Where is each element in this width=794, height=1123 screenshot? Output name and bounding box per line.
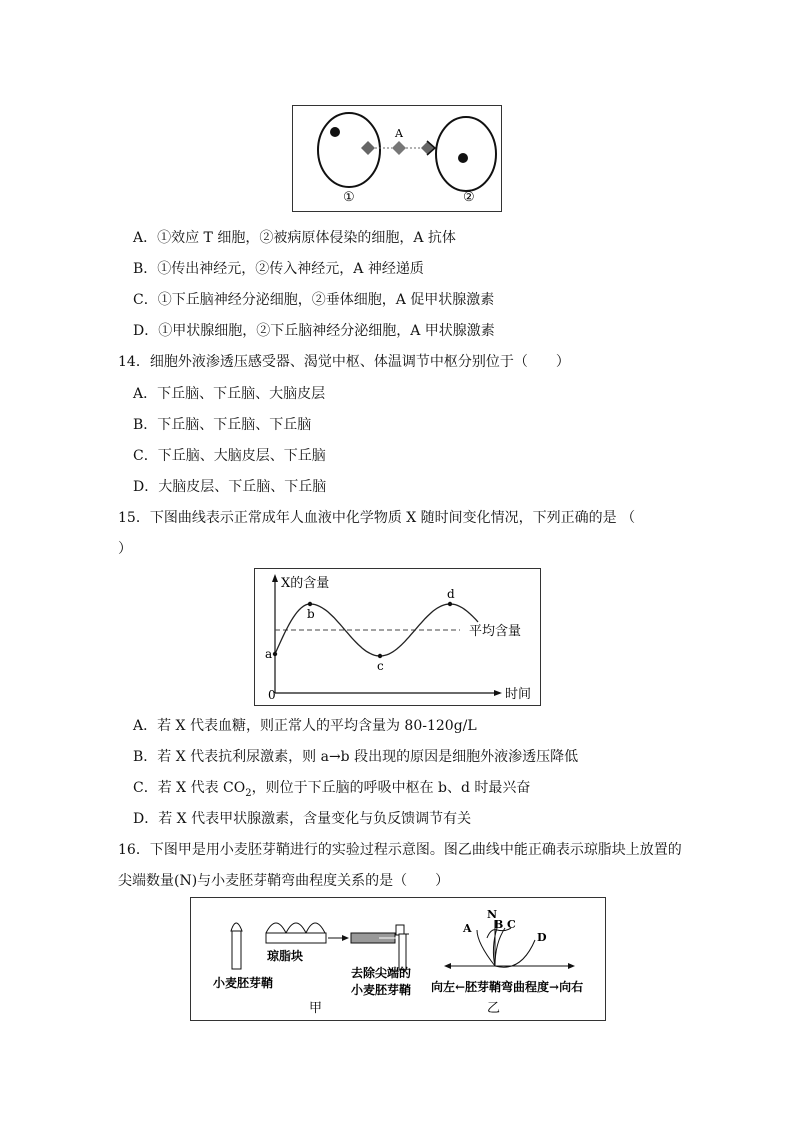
curve-label-c: C (507, 918, 516, 931)
figure-cells (292, 105, 502, 212)
curve-label-b: B (494, 918, 504, 931)
q15-option-c-text: C．若 X 代表 CO (133, 780, 246, 796)
figure-coleoptile (190, 897, 606, 1021)
q15-option-a: A．若 X 代表血糖，则正常人的平均含量为 80-120g/L (133, 718, 477, 734)
q16-stem: 16．下图甲是用小麦胚芽鞘进行的实验过程示意图。图乙曲线中能正确表示琼脂块上放置的 (118, 842, 682, 858)
q14-option-c: C．下丘脑、大脑皮层、下丘脑 (133, 448, 326, 464)
arrow-1-icon (342, 935, 349, 941)
q15-stem-2: ） (118, 541, 132, 557)
jia-label: 甲 (309, 1001, 323, 1016)
curve-a (477, 930, 495, 966)
q13-option-c: C．①下丘脑神经分泌细胞，②垂体细胞，A 促甲状腺激素 (133, 292, 495, 308)
q15-option-d: D．若 X 代表甲状腺激素，含量变化与负反馈调节有关 (133, 811, 472, 827)
q14-stem: 14．细胞外液渗透压感受器、渴觉中枢、体温调节中枢分别位于（ ） (118, 354, 570, 370)
point-label-a: a (265, 647, 273, 661)
curve-label-a: A (463, 922, 472, 935)
curve-label-d: D (537, 931, 547, 944)
yi-label: 乙 (487, 1001, 501, 1016)
point-label-b: b (307, 607, 315, 621)
curve-label-n: N (487, 908, 498, 921)
y-axis-arrow-icon (272, 574, 278, 582)
point-d (448, 602, 452, 606)
origin-label: 0 (268, 688, 276, 702)
curve-d (495, 940, 535, 967)
q15-option-c-rest: ，则位于下丘脑的呼吸中枢在 b、d 时最兴奋 (251, 780, 531, 796)
q13-option-d: D．①甲状腺细胞，②下丘脑神经分泌细胞，A 甲状腺激素 (133, 323, 495, 339)
q15-option-c (133, 779, 530, 803)
seedling-stem (232, 931, 241, 969)
molecule-a-icon (392, 141, 406, 155)
agar-block (266, 933, 326, 943)
q16-stem-2: 尖端数量(N)与小麦胚芽鞘弯曲程度关系的是（ ） (118, 873, 450, 889)
nucleus-1 (330, 127, 340, 137)
x-axis-arrow-icon (494, 690, 502, 696)
q15-option-b: B．若 X 代表抗利尿激素，则 a→b 段出现的原因是细胞外液渗透压降低 (133, 749, 579, 765)
q15-option-c-sub: 2 (245, 787, 252, 799)
cut-seedling (399, 934, 406, 970)
point-b (308, 602, 312, 606)
q13-option-a: A．①效应 T 细胞，②被病原体侵染的细胞，A 抗体 (133, 230, 456, 246)
curve-c (495, 928, 505, 966)
yi-axis-label: 向左←胚芽鞘弯曲程度→向右 (431, 980, 584, 994)
point-c (378, 654, 382, 658)
removed-label-1: 去除尖端的 (351, 966, 412, 980)
y-axis-label: X的含量 (281, 576, 330, 591)
removed-label-2: 小麦胚芽鞘 (351, 983, 412, 997)
point-a (273, 652, 277, 656)
agar-label: 琼脂块 (267, 949, 304, 963)
point-label-c: c (377, 659, 384, 673)
cells-diagram (293, 106, 501, 211)
label-1: ① (343, 190, 355, 205)
average-label: 平均含量 (469, 624, 522, 639)
q14-option-d: D．大脑皮层、下丘脑、下丘脑 (133, 479, 327, 495)
receptor-icon (421, 141, 435, 155)
label-a: A (395, 127, 403, 140)
molecule-icon (361, 141, 375, 155)
tips-icon (266, 923, 325, 933)
q14-option-b: B．下丘脑、下丘脑、下丘脑 (133, 417, 312, 433)
coleoptile-diagram (191, 898, 605, 1020)
point-label-d: d (447, 587, 455, 601)
nucleus-2 (458, 153, 468, 163)
figure-chart (254, 568, 541, 706)
yi-axis-left-arrow-icon (444, 963, 451, 969)
label-2: ② (463, 190, 475, 205)
x-axis-label: 时间 (505, 687, 532, 702)
seedling-label: 小麦胚芽鞘 (213, 976, 274, 990)
q13-option-b: B．①传出神经元，②传入神经元，A 神经递质 (133, 261, 424, 277)
seedling-tip (231, 923, 242, 931)
yi-axis-right-arrow-icon (568, 963, 575, 969)
x-content-chart (255, 569, 540, 705)
q15-stem: 15．下图曲线表示正常成年人血液中化学物质 X 随时间变化情况，下列正确的是 （ (118, 510, 636, 526)
q14-option-a: A．下丘脑、下丘脑、大脑皮层 (133, 386, 326, 402)
